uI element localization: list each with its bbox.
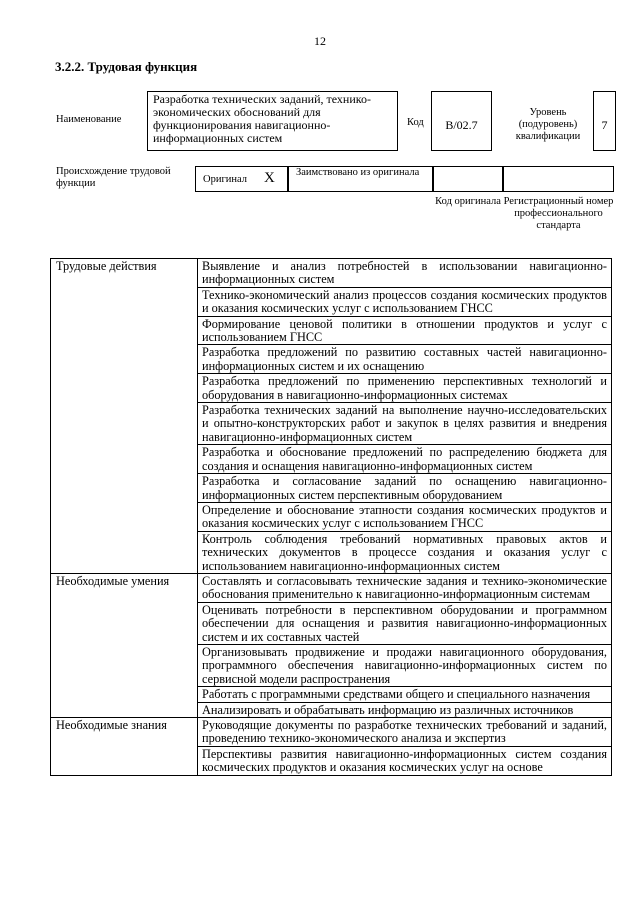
table-cell: Контроль соблюдения требований нормативных правовых актов и технических документов в процессе создания и оказания услуг с использованием навигационно-информационных систем	[198, 531, 612, 573]
table-cell: Организовывать продвижение и продажи навигационного оборудования, программного обеспечения навигационно-информационных систем по сервисной модели распространения	[198, 644, 612, 686]
code-label: Код	[407, 117, 424, 128]
origin-reg-number-cell	[503, 166, 614, 192]
qualification-level-label: Уровень (подуровень) квалификации	[515, 107, 581, 142]
name-label: Наименование	[56, 114, 122, 125]
function-details-table	[50, 258, 612, 776]
section-label-actions: Трудовые действия	[51, 259, 198, 574]
table-cell: Оценивать потребности в перспективном оборудовании и программном обеспечении для оснащения и развития навигационно-информационных систем и их составных частей	[198, 602, 612, 644]
code-original-caption: Код оригинала	[435, 196, 501, 207]
original-mark: X	[264, 170, 275, 186]
table-cell: Составлять и согласовывать технические задания и технико-экономические обоснования применительно к навигационно-информационным системам	[198, 573, 612, 602]
table-cell: Разработка и согласование заданий по оснащению навигационно-информационных систем перспективным оборудованием	[198, 474, 612, 503]
table-cell: Перспективы развития навигационно-информационных систем создания космических продуктов и оказания космических услуг на основе	[198, 746, 612, 775]
table-cell: Формирование ценовой политики в отношении продуктов и услуг с использованием ГНСС	[198, 316, 612, 345]
table-cell: Руководящие документы по разработке технических требований и заданий, проведению технико-экономического анализа и экспертиз	[198, 718, 612, 747]
table-cell: Разработка технических заданий на выполнение научно-исследовательских и опытно-конструкторских работ и закупок в целях развития и внедрения навигационно-информационных систем	[198, 403, 612, 445]
table-cell: Разработка и обоснование предложений по распределению бюджета для создания и оснащения навигационно-информационных систем	[198, 445, 612, 474]
section-label-knowledge: Необходимые знания	[51, 718, 198, 776]
table-cell: Анализировать и обрабатывать информацию из различных источников	[198, 702, 612, 717]
table-cell: Работать с программными средствами общего и специального назначения	[198, 687, 612, 702]
origin-code-cell	[433, 166, 503, 192]
section-label-skills: Необходимые умения	[51, 573, 198, 717]
section-title: 3.2.2. Трудовая функция	[55, 59, 198, 74]
code-value: B/02.7	[431, 91, 492, 151]
table-cell: Разработка предложений по развитию составных частей навигационно-информационных систем и их оснащению	[198, 345, 612, 374]
table-row	[51, 718, 612, 747]
name-value: Разработка технических заданий, технико-экономических обоснований для функционирования навигационно-информационных систем	[147, 91, 398, 151]
page-number: 12	[314, 34, 326, 48]
table-cell: Определение и обоснование этапности создания космических продуктов и оказания космических услуг с использованием ГНСС	[198, 502, 612, 531]
origin-label: Происхождение трудовой функции	[56, 166, 171, 189]
borrowed-label: Заимствовано из оригинала	[296, 167, 420, 178]
table-row	[51, 259, 612, 288]
reg-number-caption: Регистрационный номер профессионального стандарта	[503, 196, 614, 231]
table-cell: Выявление и анализ потребностей в использовании навигационно-информационных систем	[198, 259, 612, 288]
original-label: Оригинал	[203, 174, 247, 185]
table-cell: Технико-экономический анализ процессов создания космических продуктов и оказания космических услуг с использованием ГНСС	[198, 287, 612, 316]
table-row	[51, 573, 612, 602]
qualification-level-value: 7	[593, 91, 616, 151]
table-cell: Разработка предложений по применению перспективных технологий и оборудования в навигационно-информационных системах	[198, 374, 612, 403]
